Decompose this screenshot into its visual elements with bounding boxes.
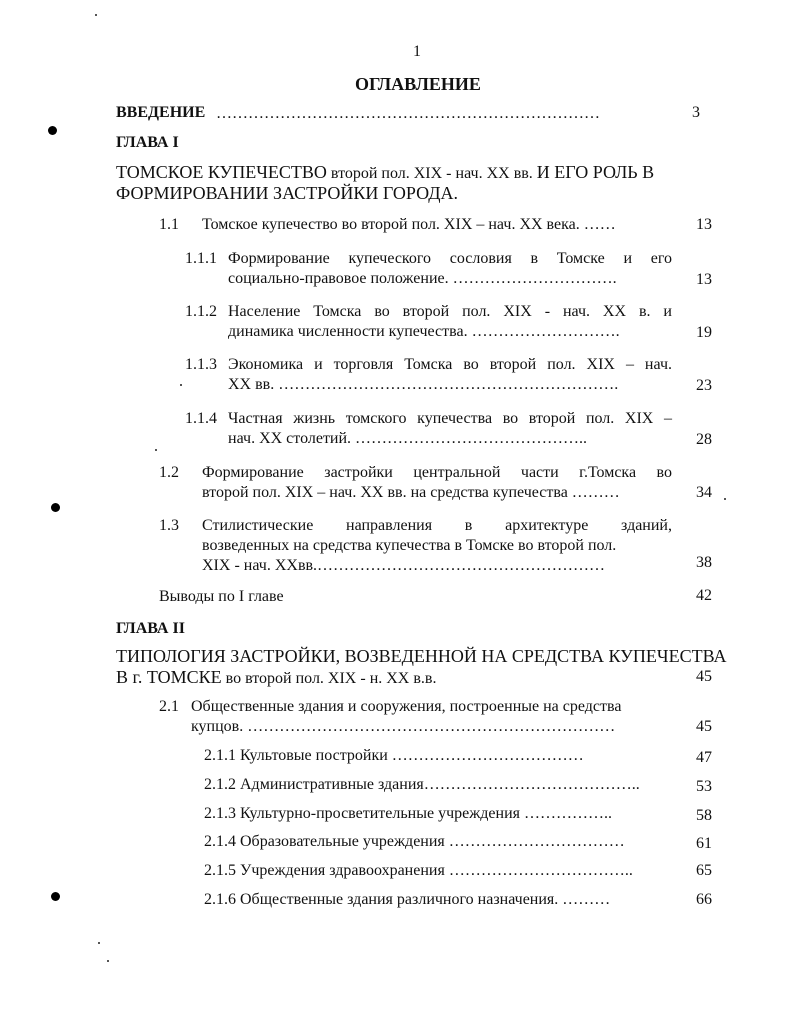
scan-mark-dot [51,892,60,901]
toc-entry-page: 13 [696,271,712,288]
toc-entry-text: 2.1.2 Административные здания………………………………….. [204,776,640,793]
toc-entry-text: Общественные здания и сооружения, построенные на средства [191,698,622,715]
scan-speck [107,960,109,962]
toc-entry-page: 61 [696,835,712,852]
toc-entry-number: 1.2 [159,464,179,481]
chapter2-title-line2 [116,666,436,689]
toc-entry-text: Формирование застройки центральной части г.Томска во [202,464,672,481]
chapter2-title-part: В г. ТОМСКЕ [116,667,222,687]
chapter1-title-part: И ЕГО РОЛЬ В [536,162,655,182]
toc-entry-page: 28 [696,431,712,448]
toc-entry-text: возведенных на средства купечества в Томске во второй пол. [202,537,617,554]
toc-entry-text: нач. XX столетий. …………………………………….. [228,430,588,447]
toc-entry-text: второй пол. XIX – нач. XX вв. на средства купечества ……… [202,484,620,501]
toc-entry-page: 13 [696,216,712,233]
toc-entry-page: 53 [696,778,712,795]
toc-entry-text: купцов. …………………………………………………………… [191,718,616,735]
toc-entry-page: 34 [696,484,712,501]
chapter1-title-part: ТОМСКОЕ КУПЕЧЕСТВО [116,162,327,182]
toc-entry-page: 19 [696,324,712,341]
scan-mark-dot [48,126,57,135]
toc-entry-number: 1.1 [159,216,179,233]
intro-leader: ……………………………………………………………… [216,105,600,122]
intro-page: 3 [692,104,700,121]
scan-speck [724,498,726,500]
toc-entry-text: Томское купечество во второй пол. XIX – нач. XX века. …… [202,216,616,233]
toc-entry-text: XIX - нач. XXвв.……………………………………………… [202,557,606,574]
toc-entry-page: 47 [696,749,712,766]
page-number: 1 [413,43,421,60]
toc-entry-page: 23 [696,377,712,394]
chapter2-title-part: во второй пол. XIX - н. XX в.в. [221,670,437,687]
scan-speck [180,384,182,386]
scan-speck [155,449,157,451]
toc-entry-text: Формирование купеческого сословия в Томске и его [228,250,672,267]
chapter2-label: ГЛАВА II [116,620,185,637]
toc-entry-text: 2.1.4 Образовательные учреждения …………………………… [204,833,625,850]
toc-entry-text: 2.1.6 Общественные здания различного назначения. ……… [204,891,611,908]
chapter1-title-line1 [116,161,654,184]
scan-speck [95,14,97,16]
chapter1-title-part: второй пол. XIX - нач. XX вв. [326,165,537,182]
toc-entry-text: Население Томска во второй пол. XIX - нач. XX в. и [228,303,672,320]
toc-entry-text: динамика численности купечества. ………………………. [228,323,620,340]
toc-entry-number: 2.1 [159,698,179,715]
toc-entry-text: 2.1.1 Культовые постройки ……………………………… [204,747,584,764]
toc-entry-text: 2.1.5 Учреждения здравоохранения …………………………….. [204,862,633,879]
chapter2-title-line1: ТИПОЛОГИЯ ЗАСТРОЙКИ, ВОЗВЕДЕННОЙ НА СРЕДСТВА КУПЕЧЕСТВА [116,646,727,666]
toc-entry-text: Экономика и торговля Томска во второй пол. XIX – нач. [228,356,672,373]
toc-entry-text: XX вв. ………………………………………………………. [228,376,619,393]
toc-entry-text: 2.1.3 Культурно-просветительные учреждения …………….. [204,805,613,822]
toc-entry-page: 42 [696,587,712,604]
toc-entry-text: Частная жизнь томского купечества во второй пол. XIX – [228,410,672,427]
toc-entry-number: 1.1.3 [185,356,217,373]
page-title: ОГЛАВЛЕНИЕ [355,74,481,94]
chapter1-label: ГЛАВА I [116,134,179,151]
toc-entry-page: 38 [696,554,712,571]
toc-entry-page: 65 [696,862,712,879]
toc-entry-number: 1.1.4 [185,410,217,427]
toc-entry-text: Стилистические направления в архитектуре зданий, [202,517,672,534]
toc-entry-number: 1.1.1 [185,250,217,267]
scan-mark-dot [51,503,60,512]
scan-speck [98,942,100,944]
chapter1-title-line2: ФОРМИРОВАНИИ ЗАСТРОЙКИ ГОРОДА. [116,183,458,203]
toc-entry-page: 66 [696,891,712,908]
toc-entry-page: 58 [696,807,712,824]
toc-entry-page: 45 [696,668,712,685]
toc-entry-page: 45 [696,718,712,735]
intro-label: ВВЕДЕНИЕ [116,104,206,121]
toc-entry-number: 1.3 [159,517,179,534]
toc-entry-text: социально-правовое положение. …………………………. [228,270,617,287]
toc-entry-text: Выводы по I главе [159,588,284,605]
toc-entry-number: 1.1.2 [185,303,217,320]
